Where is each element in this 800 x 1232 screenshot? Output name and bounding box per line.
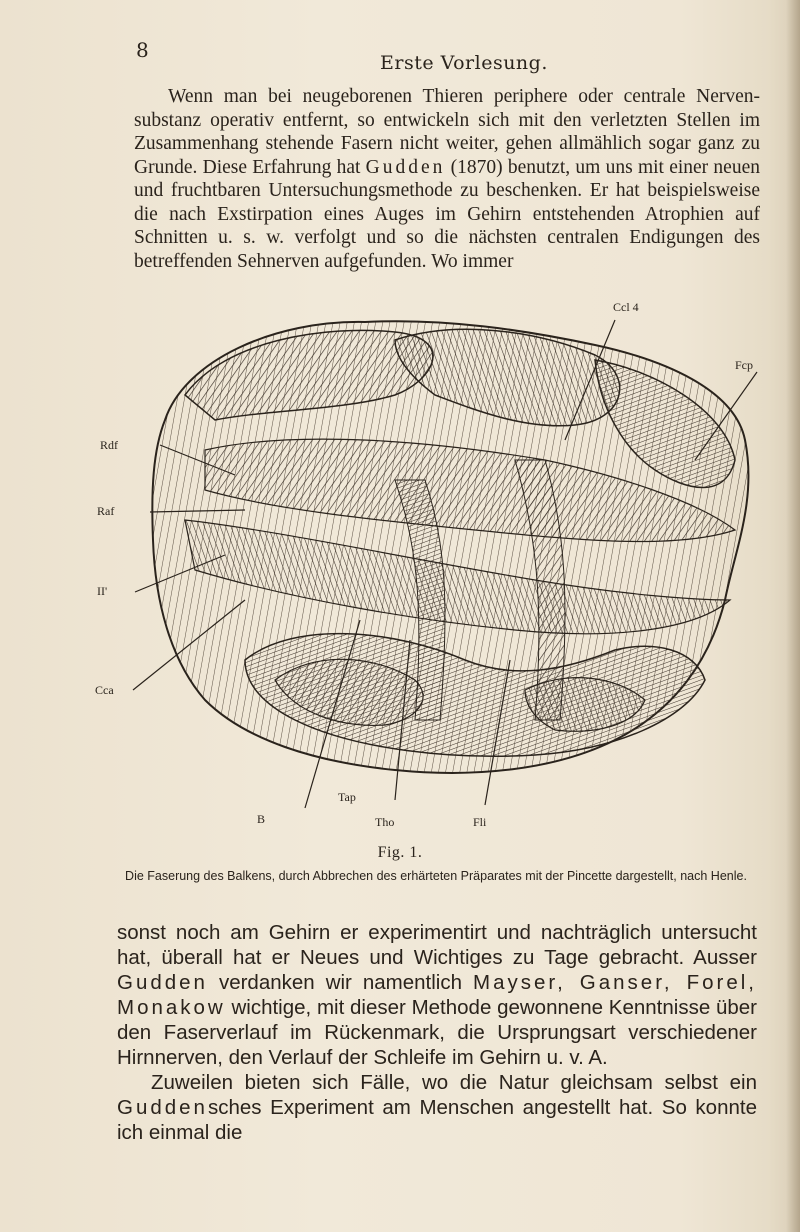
paragraph-bottom-1 (117, 920, 757, 1070)
fig-label-tho: Tho (375, 815, 395, 829)
running-head: Erste Vorlesung. (380, 52, 548, 74)
fig-label-b: B (257, 812, 266, 826)
fig-label-fcp: Fcp (735, 358, 753, 372)
paragraph-bottom-2 (117, 1070, 757, 1145)
page-edge-shadow (786, 0, 800, 1232)
paragraph-bottom (117, 920, 757, 1145)
figure-caption: Die Faserung des Balkens, durch Abbrechen des erhärteten Präparates mit der Pincette dargestellt, nach Henle. (125, 869, 747, 883)
author-name-gudden: Gudden (365, 156, 446, 178)
fig-label-tap: Tap (338, 790, 356, 804)
paragraph-bottom-1-text-c: wichtige, mit dieser Methode gewonnene Kenntnisse über den Faserverlauf im Rückenmark, die Ursprungsart verschiedener Hirnnerven, den Verlauf der Schleife im Gehirn u. v. A. (117, 996, 757, 1069)
fig-label-ii: II' (97, 584, 108, 598)
fig-label-ccl4: Ccl 4 (613, 300, 639, 314)
author-name-gudden-3: Gudden (117, 1096, 208, 1119)
fig-label-raf: Raf (97, 504, 115, 518)
figure-brain-illustration (95, 300, 770, 850)
paragraph-top (134, 85, 760, 273)
fig-label-fli: Fli (473, 815, 487, 829)
author-names: Mayser, Ganser, Forel, Monakow (117, 971, 757, 1019)
figure-title: Fig. 1. (377, 844, 423, 861)
author-name-gudden-2: Gudden (117, 971, 208, 994)
fig-label-cca: Cca (95, 683, 114, 697)
paragraph-top-text-2: (1870) benutzt, um uns mit einer neuen und fruchtbaren Untersuchungsmethode zu beschenken. Er hat beispielsweise die nach Exstirpation eines Auges im Gehirn entstehenden Atrophien auf Schnitten u. s. w. verfolgt und so die nächsten centralen Endigungen des betreffenden Sehnerven aufgefunden. Wo immer (134, 156, 760, 272)
paragraph-top-text-1: Wenn man bei neugeborenen Thieren periphere oder centrale Nerven-substanz operativ entfernt, so entwickeln sich mit den verletzten Stellen im Zusammenhang stehende Fasern nicht weiter, gehen allmählich sogar ganz zu Grunde. Diese Erfahrung hat (134, 86, 760, 178)
paragraph-bottom-1-text-a: sonst noch am Gehirn er experimentirt und nachträglich untersucht hat, überall hat er Neues und Wichtiges zu Tage gebracht. Ausser (117, 921, 757, 969)
page-number: 8 (136, 38, 149, 62)
brain-fiber-drawing (95, 300, 770, 850)
paragraph-bottom-2-text-b: sches Experiment am Menschen angestellt hat. So konnte ich einmal die (117, 1096, 757, 1144)
paragraph-bottom-1-text-b: verdanken wir namentlich (207, 971, 474, 994)
paragraph-bottom-2-text-a: Zuweilen bieten sich Fälle, wo die Natur gleichsam selbst ein (151, 1071, 757, 1094)
fig-label-rdf: Rdf (100, 438, 118, 452)
